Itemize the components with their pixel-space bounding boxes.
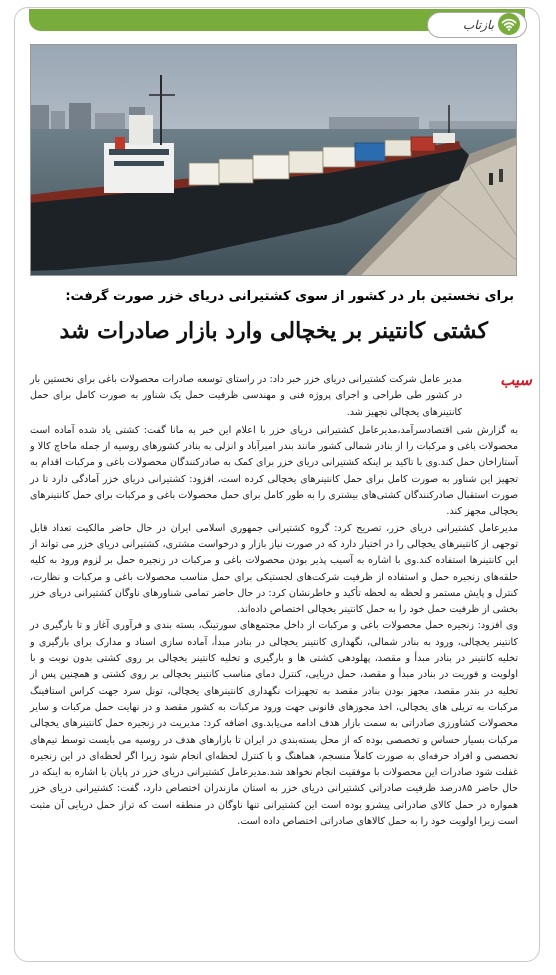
article-kicker: برای نخستین بار در کشور از سوی کشتیرانی دریای خزر صورت گرفت: xyxy=(65,289,514,304)
section-header xyxy=(29,9,525,35)
publication-logo: سیب xyxy=(500,371,532,389)
article-paragraph: مدیرعامل کشتیرانی دریای خزر، تصریح کرد: گروه کشتیرانی جمهوری اسلامی ایران در حال حاضر مالکیت تعداد قابل توجهی از کانتینرهای یخچالی را در اختیار دارد که در صورت نیاز بازار و درخواست مشتری، کشتیرانی دریای خزر می تواند از این کانتینرها استفاده کند.وی با اشاره به آسیب پذیر بودن محصولات باغی و مرکبات در زنجیره حمل بر لزوم ورود به کلیه حلقه‌های زنجیره حمل و استفاده از ظرفیت شرکت‌های لجستیکی برای حمل مناسب محصولات باغی و مرکبات و نظارت، کنترل و پایش مستمر و لحظه به لحظه تأکید و خاطرنشان کرد: در حال حاضر تمامی شناورهای ناوگان کشتیرانی دریای خزر بخشی از ظرفیت حمل خود را به حمل کانتینر یخچالی اختصاص داده‌اند. xyxy=(30,522,518,616)
article-photo-cargo-ship xyxy=(30,44,517,276)
wifi-icon xyxy=(498,13,520,35)
ship-illustration xyxy=(30,45,516,276)
section-badge xyxy=(427,12,527,38)
section-label: بازتاب xyxy=(462,18,494,32)
article-headline: کشتی کانتینر بر یخچالی وارد بازار صادرات شد xyxy=(59,318,488,344)
article-body xyxy=(30,372,518,830)
article-paragraph: به گزارش شی اقتصادسرآمد،مدیرعامل کشتیرانی دریای خزر با اعلام این خبر به مانا گفت: کشتی یاد شده آماده است محصولات باغی و مرکبات را از بنادر شمالی کشور مانند بندر امیرآباد و انزلی به بنادر کشورهای روسیه از جمله ماخاچ کالا و آستاراخان حمل کند.وی با تاکید بر اینکه کشتیرانی دریای خزر برای کمک به صادرکنندگان محصولات باغی و مرکبات اقدام به تجهیز این شناور به صورت کامل برای حمل کانتینرهای یخچالی کرده است، افزود: کشتیرانی دریای خزر آمادگی دارد تا در صورت استقبال صادرکنندگان کشتی‌های بیشتری را به طور کامل برای حمل محصولات باغی و مرکبات برای حمل کانتینرهای یخچالی مجهز کند. xyxy=(30,424,518,518)
article-lead-paragraph: مدیر عامل شرکت کشتیرانی دریای خزر خبر داد: در راستای توسعه صادرات محصولات باغی برای نخستین بار در کشور طی طراحی و اجرای پروژه فنی و مهندسی ظرفیت حمل یک شناور به صورت کامل برای حمل کانتینرهای یخچالی تجهیز شد. xyxy=(30,374,462,418)
article-paragraph: وی افزود: زنجیره حمل محصولات باغی و مرکبات از داخل مجتمع‌های سورتینگ، بسته بندی و فرآوری آغاز و تا بارگیری در کانتینر یخچالی، ورود به بنادر شمالی، نگهداری کانتینر یخچالی در بنادر مبدأ، آماده سازی اسناد و مدارک برای بارگیری و تخلیه کانتینر در بنادر مبدأ و مقصد، پهلودهی کشتی ها و بارگیری و تخلیه کانتینر یخچالی بر روی کشتی بدون نوبت و با اولویت و فوریت در بنادر مبدأ و مقصد، حمل دریایی، کنترل دمای مناسب کانتینر یخچالی بر روی کشتی و همچنین پس از تخلیه در بندر مقصد، مجهز بودن بنادر مقصد به تجهیزات نگهداری کانتینرهای یخچالی، تونل سرد جهت کراس استافینگ مرکبات به تریلی های یخچالی، اخذ مجوزهای قانونی جهت ورود مرکبات به کشور مقصد و در نهایت حمل مرکبات و سایر محصولات کشاورزی صادراتی به سمت بازار هدف ادامه می‌یابد.وی اضافه کرد: مدیریت در زنجیره حمل کانتینرهای یخچالی مرکبات بسیار حساس و تخصصی بوده که از محل بسته‌بندی در ایران تا بازارهای هدف در روسیه می بایست توسط تیم‌های تخصصی و افراد حرفه‌ای به صورت کاملاً منسجم، هماهنگ و با کنترل لحظه‌ای انجام شود زیرا اگر لحظه‌ای در این زنجیره غفلت شود صادرات این محصولات با موفقیت انجام نخواهد شد.مدیرعامل کشتیرانی دریای خزر در پایان با اشاره به اینکه در حال حاضر ۸۵درصد ظرفیت صادراتی کشتیرانی دریای خزر به استان مازندران اختصاص دارد، گفت: کشتیرانی دریای خزر همواره در حمل کالای صادراتی پیشرو بوده است این کشتیرانی تنها ناوگان در منطقه است که تراز حمل دریایی آن مثبت است زیرا اولویت خود را به حمل کالاهای صادراتی اختصاص داده است. xyxy=(30,620,518,828)
